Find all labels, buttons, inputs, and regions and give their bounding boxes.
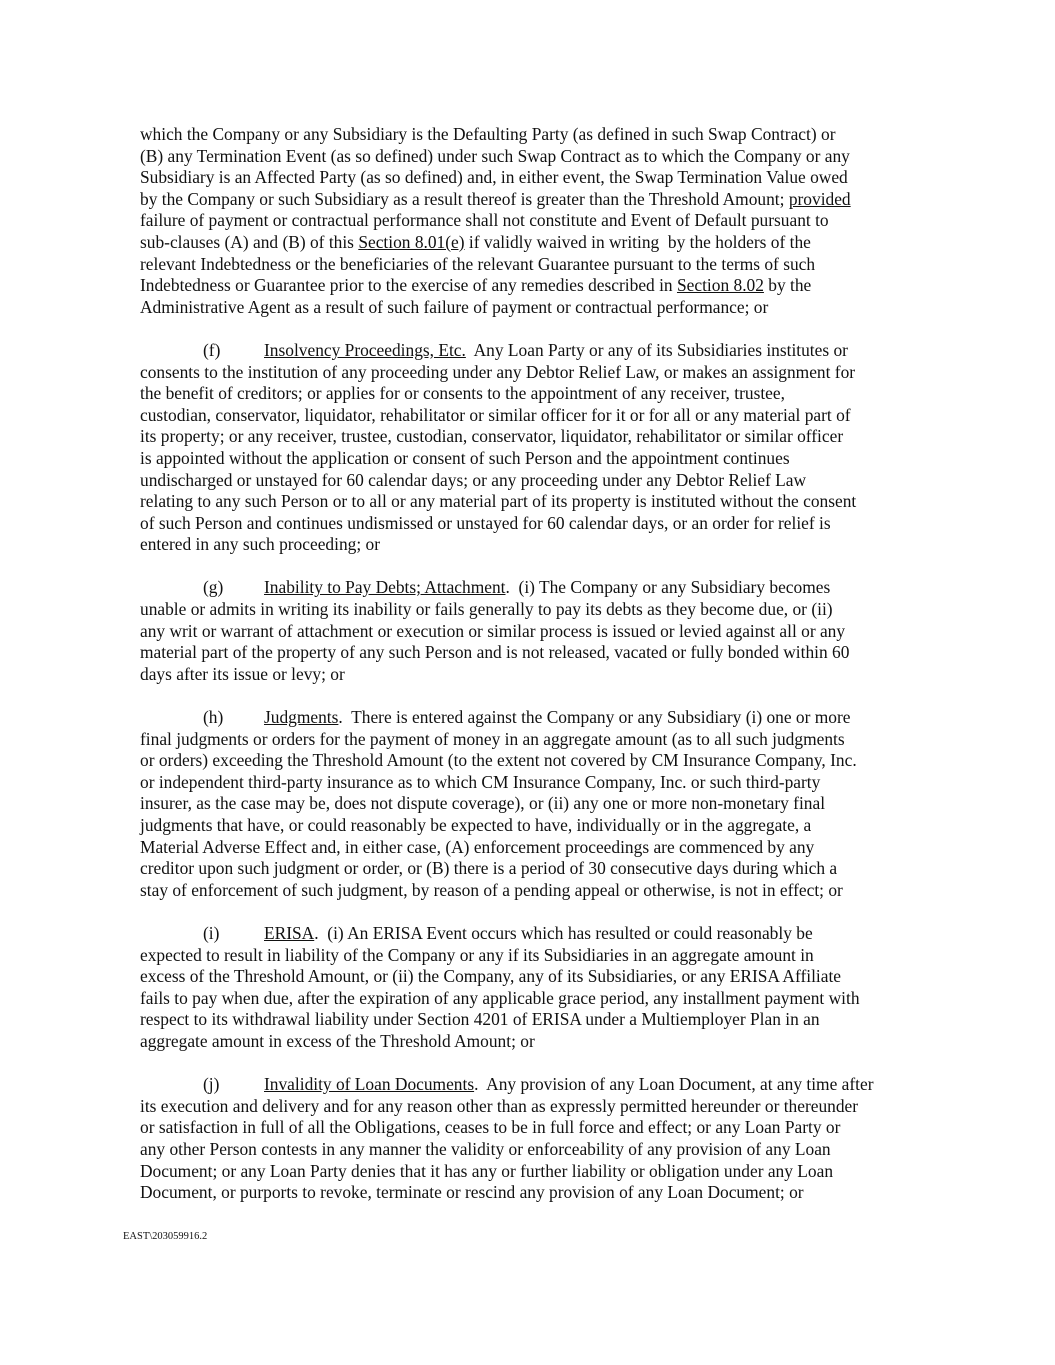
section-reference: Section 8.01(e) [358,231,465,252]
text-line: or independent third-party insurance as to which CM Insurance Company, Inc. or such third-party [140,771,821,792]
text-line: excess of the Threshold Amount, or (ii) the Company, any of its Subsidiaries, or any ERISA Affiliate [140,966,841,987]
text-line: insurer, as the case may be, does not dispute coverage), or (ii) any one or more non-monetary final [140,793,826,814]
text-run: by the Company or such Subsidiary as a result thereof is greater than the Threshold Amount; [140,188,785,209]
text-line: which the Company or any Subsidiary is the Defaulting Party (as defined in such Swap Contract) or [140,124,836,144]
text-line [140,189,940,211]
clause-heading: ERISA [264,922,315,943]
text-line: respect to its withdrawal liability under Section 4201 of ERISA under a Multiemployer Plan in an [140,1009,820,1030]
text-line: Material Adverse Effect and, in either case, (A) enforcement proceedings are commenced by any [140,836,815,857]
text-line: expected to result in liability of the Company or any if its Subsidiaries in an aggregate amount in [140,944,814,965]
clause-heading: Insolvency Proceedings, Etc. [264,339,466,360]
text-run: . (i) The Company or any Subsidiary becomes [505,577,831,598]
text-run: . Any provision of any Loan Document, at any time after [474,1074,874,1095]
text-run: Indebtedness or Guarantee prior to the exercise of any remedies described in [140,275,673,296]
paragraph-f [140,340,940,556]
clause-heading: Inability to Pay Debts; Attachment [264,577,506,598]
text-line: relating to any such Person or to all or any material part of its property is instituted without the consent [140,491,857,512]
text-line: consents to the institution of any proceeding under any Debtor Relief Law, or makes an assignment for [140,361,856,382]
text-run: by the [768,275,812,296]
text-line: Document; or any Loan Party denies that it has any or further liability or obligation under any Loan [140,1160,834,1181]
clause-heading: Invalidity of Loan Documents [264,1074,475,1095]
text-line: Document, or purports to revoke, terminate or rescind any provision of any Loan Document; or [140,1182,804,1203]
text-line: fails to pay when due, after the expiration of any applicable grace period, any installment payment with [140,987,860,1008]
text-line: entered in any such proceeding; or [140,534,380,555]
paragraph-g [140,577,940,685]
text-line: undischarged or unstayed for 60 calendar days; or any proceeding under any Debtor Relief Law [140,469,807,490]
text-line: final judgments or orders for the payment of money in an aggregate amount (as to all such judgments [140,728,845,749]
text-line: unable or admits in writing its inability or fails generally to pay its debts as they become due, or (ii) [140,599,833,620]
clause-label: (f) [203,339,221,360]
text-line [140,577,940,599]
text-line [140,275,940,297]
paragraph-h [140,707,940,901]
paragraph-e-continued [140,124,940,318]
text-line: stay of enforcement of such judgment, by reason of a pending appeal or otherwise, is not in effect; or [140,879,843,900]
text-line: the benefit of creditors; or applies for or consents to the appointment of any receiver, trustee, [140,383,785,404]
paragraph-j [140,1074,940,1204]
text-line [140,340,940,362]
text-run: . There is entered against the Company or any Subsidiary (i) one or more [338,707,851,728]
text-line: aggregate amount in excess of the Threshold Amount; or [140,1030,535,1051]
text-line: of such Person and continues undismissed or unstayed for 60 calendar days, or an order for relief is [140,512,831,533]
text-line: days after its issue or levy; or [140,663,345,684]
document-id-footer: EAST\203059916.2 [123,1231,208,1242]
text-line: Administrative Agent as a result of such failure of payment or contractual performance; or [140,296,769,317]
text-line: its property; or any receiver, trustee, custodian, conservator, liquidator, rehabilitator or similar officer [140,426,844,447]
text-line: is appointed without the application or consent of such Person and the appointment continues [140,447,790,468]
text-line: any writ or warrant of attachment or execution or similar process is issued or levied against all or any [140,620,846,641]
text-line: Subsidiary is an Affected Party (as so defined) and, in either event, the Swap Termination Value owed [140,167,848,188]
text-run: . (i) An ERISA Event occurs which has resulted or could reasonably be [314,922,813,943]
text-line: failure of payment or contractual performance shall not constitute and Event of Default pursuant to [140,210,829,231]
text-line: judgments that have, or could reasonably be expected to have, individually or in the aggregate, a [140,815,812,835]
text-line: its execution and delivery and for any reason other than as expressly permitted hereunder or thereunder [140,1095,859,1116]
text-line: material part of the property of any such Person and is not released, vacated or fully bonded within 60 [140,642,850,663]
clause-label: (i) [203,922,220,943]
clause-heading: Judgments [264,707,339,728]
section-reference: Section 8.02 [676,275,764,296]
text-line: relevant Indebtedness or the beneficiaries of the relevant Guarantee pursuant to the terms of such [140,253,816,274]
text-line [140,923,940,945]
text-line: (B) any Termination Event (as so defined) under such Swap Contract as to which the Company or any [140,145,850,166]
text-run: if validly waived in writing by the holders of the [468,231,811,252]
text-line: custodian, conservator, liquidator, rehabilitator or similar officer for it or for all or any material part of [140,404,851,425]
text-run: sub-clauses (A) and (B) of this [140,231,354,252]
clause-label: (h) [203,707,224,728]
clause-label: (j) [203,1074,220,1095]
text-line: creditor upon such judgment or order, or (B) there is a period of 30 consecutive days during which a [140,858,838,879]
text-line: any other Person contests in any manner the validity or enforceability of any provision of any Loan [140,1138,831,1159]
text-line [140,707,940,729]
provided-term: provided [788,188,851,209]
text-line: or orders) exceeding the Threshold Amount (to the extent not covered by CM Insurance Company, Inc. [140,750,857,771]
document-body [140,124,940,1225]
text-line [140,232,940,254]
text-run: Any Loan Party or any of its Subsidiaries institutes or [465,339,848,360]
text-line: or satisfaction in full of all the Obligations, ceases to be in full force and effect; or any Loan Party or [140,1117,841,1138]
text-line [140,1074,940,1096]
paragraph-i [140,923,940,1053]
clause-label: (g) [203,577,224,598]
